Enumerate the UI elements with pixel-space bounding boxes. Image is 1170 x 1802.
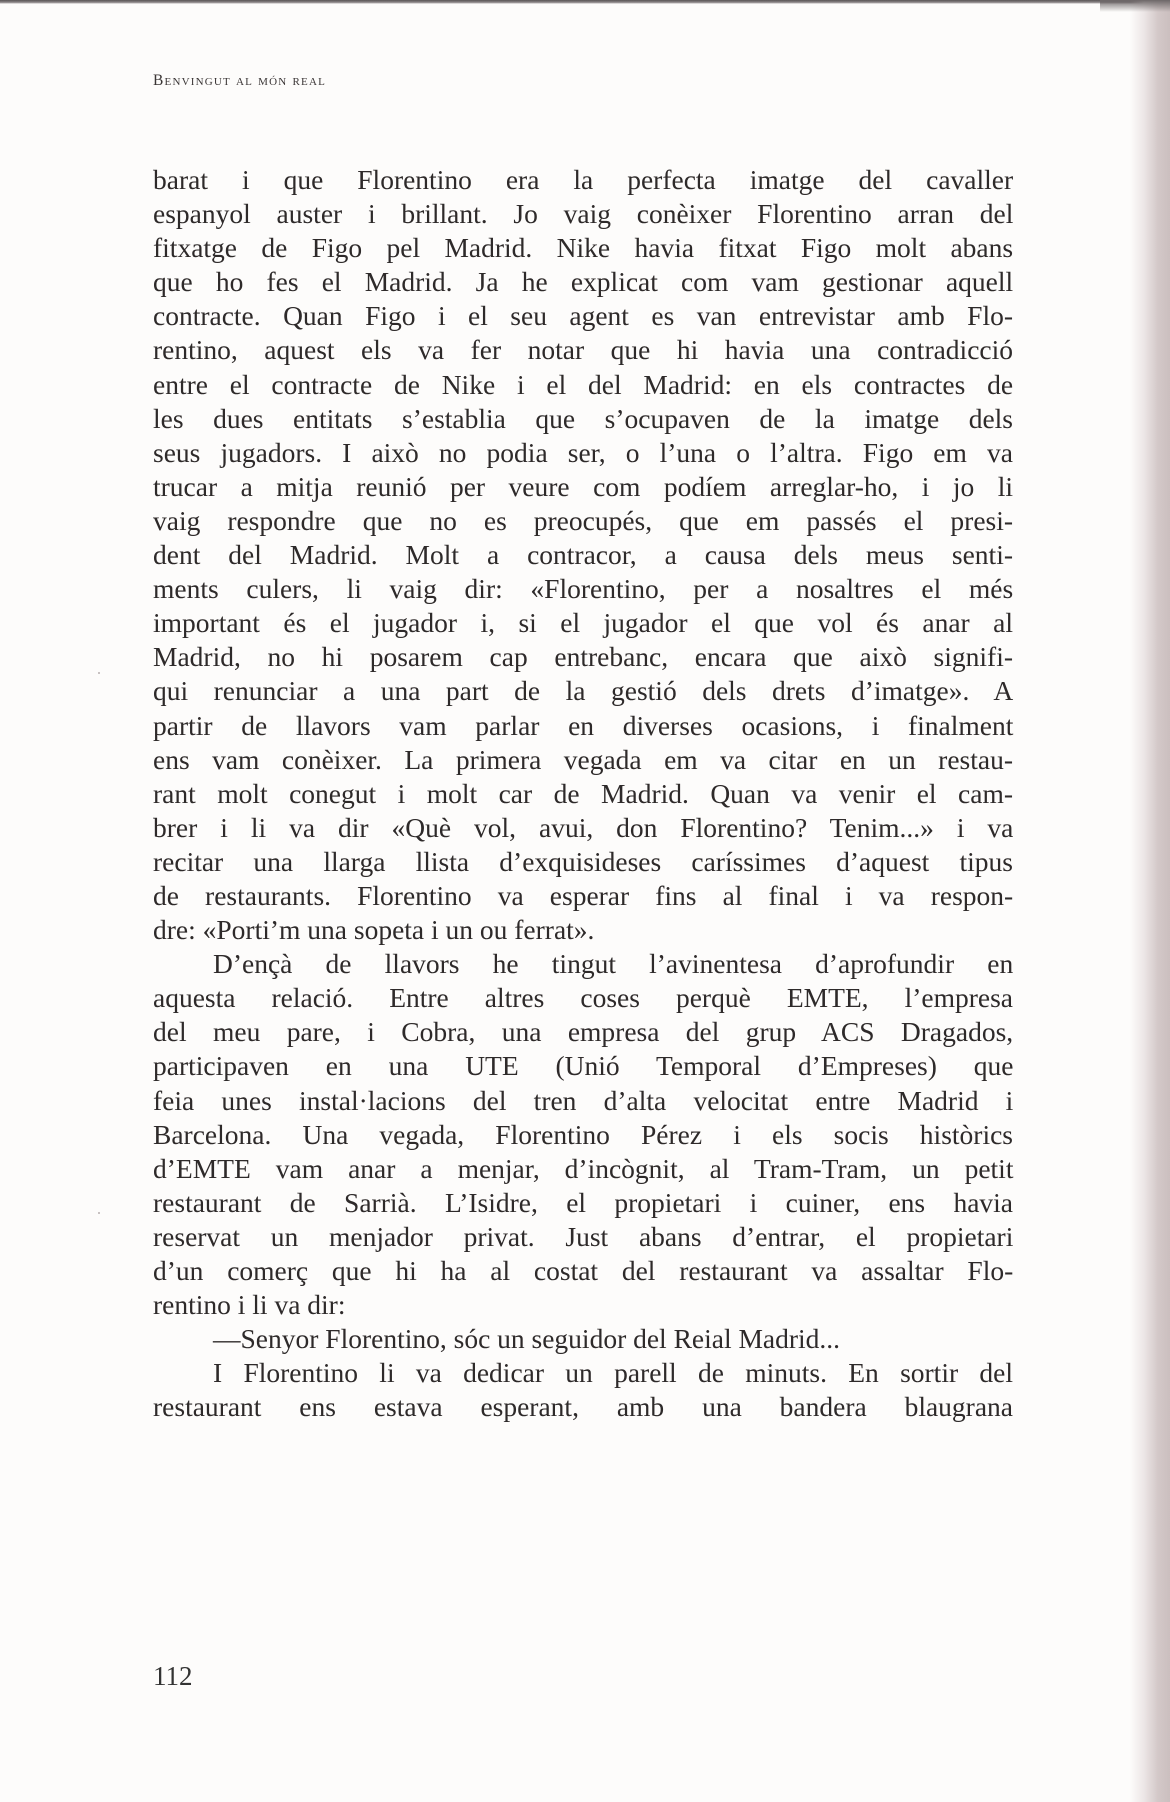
text-line-content: dre: «Porti’m una sopeta i un ou ferrat».	[153, 914, 595, 946]
body-text	[153, 163, 1013, 1424]
text-line	[153, 470, 1013, 504]
text-line-content: ments culers, li vaig dir: «Florentino, per a nosaltres el més	[153, 573, 1014, 605]
text-line-content: partir de llavors vam parlar en diverses ocasions, i finalment	[153, 709, 1014, 741]
text-line-content: fitxatge de Figo pel Madrid. Nike havia fitxat Figo molt abans	[153, 232, 1014, 264]
text-line-content: de restaurants. Florentino va esperar fins al final i va respon-	[153, 879, 1014, 911]
text-line	[153, 879, 1013, 913]
text-line	[153, 1220, 1013, 1254]
scan-speck	[98, 1212, 100, 1214]
scan-speck	[98, 672, 100, 674]
text-line	[153, 265, 1013, 299]
text-line-content: I Florentino li va dedicar un parell de minuts. En sortir del	[213, 1357, 1013, 1389]
text-line-content: qui renunciar a una part de la gestió dels drets d’imatge». A	[153, 675, 1014, 707]
text-line	[153, 538, 1013, 572]
text-line-content: entre el contracte de Nike i el del Madrid: en els contractes de	[153, 368, 1014, 400]
text-line	[153, 333, 1013, 367]
text-line-content: participaven en una UTE (Unió Temporal d’Empreses) que	[153, 1050, 1014, 1082]
text-line	[153, 368, 1013, 402]
text-line	[153, 1390, 1013, 1424]
text-line	[153, 709, 1013, 743]
text-line	[153, 845, 1013, 879]
text-line	[153, 1254, 1013, 1288]
text-line	[153, 1049, 1013, 1083]
text-line	[153, 811, 1013, 845]
text-line	[153, 777, 1013, 811]
text-line-content: trucar a mitja reunió per veure com podíem arreglar-ho, i jo li	[153, 470, 1013, 502]
text-line-content: que ho fes el Madrid. Ja he explicat com vam gestionar aquell	[153, 266, 1014, 298]
text-line	[153, 947, 1013, 981]
text-line	[153, 1356, 1013, 1390]
text-line-content: rentino i li va dir:	[153, 1289, 346, 1321]
text-line-content: espanyol auster i brillant. Jo vaig conèixer Florentino arran del	[153, 198, 1014, 230]
text-line-content: contracte. Quan Figo i el seu agent es van entrevistar amb Flo-	[153, 300, 1013, 332]
text-line	[153, 1118, 1013, 1152]
text-line-content: les dues entitats s’establia que s’ocupaven de la imatge dels	[153, 402, 1013, 434]
text-line	[153, 743, 1013, 777]
text-line	[153, 1152, 1013, 1186]
text-line-content: ens vam conèixer. La primera vegada em va citar en un restau-	[153, 743, 1013, 775]
text-line-content: —Senyor Florentino, sóc un seguidor del Reial Madrid...	[213, 1323, 841, 1355]
text-line-content: rant molt conegut i molt car de Madrid. Quan va venir el cam-	[153, 777, 1013, 809]
text-line	[153, 981, 1013, 1015]
text-line-content: feia unes instal·lacions del tren d’alta velocitat entre Madrid i	[153, 1084, 1014, 1116]
text-line-content: recitar una llarga llista d’exquisideses caríssimes d’aquest tipus	[153, 845, 1013, 877]
text-line	[153, 163, 1013, 197]
text-line	[153, 299, 1013, 333]
text-line-content: brer i li va dir «Què vol, avui, don Florentino? Tenim...» i va	[153, 811, 1014, 843]
text-line-content: important és el jugador i, si el jugador el que vol és anar al	[153, 607, 1013, 639]
text-line-content: restaurant ens estava esperant, amb una bandera blaugrana	[153, 1391, 1013, 1423]
text-line	[153, 913, 1013, 947]
text-line	[153, 197, 1013, 231]
text-line-content: dent del Madrid. Molt a contracor, a causa dels meus senti-	[153, 539, 1013, 571]
text-line-content: d’un comerç que hi ha al costat del restaurant va assaltar Flo-	[153, 1255, 1014, 1286]
text-line-content: Madrid, no hi posarem cap entrebanc, encara que això signifi-	[153, 641, 1013, 673]
text-line-content: d’EMTE vam anar a menjar, d’incògnit, al Tram-Tram, un petit	[153, 1152, 1014, 1184]
text-line	[153, 436, 1013, 470]
text-line	[153, 402, 1013, 436]
text-line	[153, 1322, 1013, 1356]
text-line	[153, 1015, 1013, 1049]
text-line-content: rentino, aquest els va fer notar que hi havia una contradicció	[153, 334, 1013, 366]
text-line-content: aquesta relació. Entre altres coses perquè EMTE, l’empresa	[153, 982, 1013, 1014]
text-line-content: vaig respondre que no es preocupés, que em passés el presi-	[153, 504, 1014, 536]
text-line	[153, 606, 1013, 640]
text-line	[153, 1186, 1013, 1220]
page-top-edge-shadow	[0, 0, 1170, 4]
book-binding-shadow	[1130, 0, 1170, 1802]
text-line-content: barat i que Florentino era la perfecta imatge del cavaller	[153, 164, 1014, 195]
page-number: 112	[153, 1661, 193, 1691]
text-line-content: reservat un menjador privat. Just abans d’entrar, el propietari	[153, 1220, 1014, 1252]
text-line-content: del meu pare, i Cobra, una empresa del grup ACS Dragados,	[153, 1016, 1014, 1048]
binding-corner-shadow	[1100, 0, 1170, 12]
text-line	[153, 572, 1013, 606]
text-line-content: seus jugadors. I això no podia ser, o l’una o l’altra. Figo em va	[153, 436, 1013, 468]
text-line-content: restaurant de Sarrià. L’Isidre, el propietari i cuiner, ens havia	[153, 1186, 1013, 1218]
text-line-content: Barcelona. Una vegada, Florentino Pérez i els socis històrics	[153, 1118, 1013, 1150]
running-head: Benvingut al món real	[153, 72, 327, 89]
text-line	[153, 640, 1013, 674]
text-line-content: D’ençà de llavors he tingut l’avinentesa d’aprofundir en	[213, 948, 1014, 980]
text-line	[153, 1288, 1013, 1322]
text-line	[153, 504, 1013, 538]
text-line	[153, 1084, 1013, 1118]
text-line	[153, 674, 1013, 708]
text-line	[153, 231, 1013, 265]
